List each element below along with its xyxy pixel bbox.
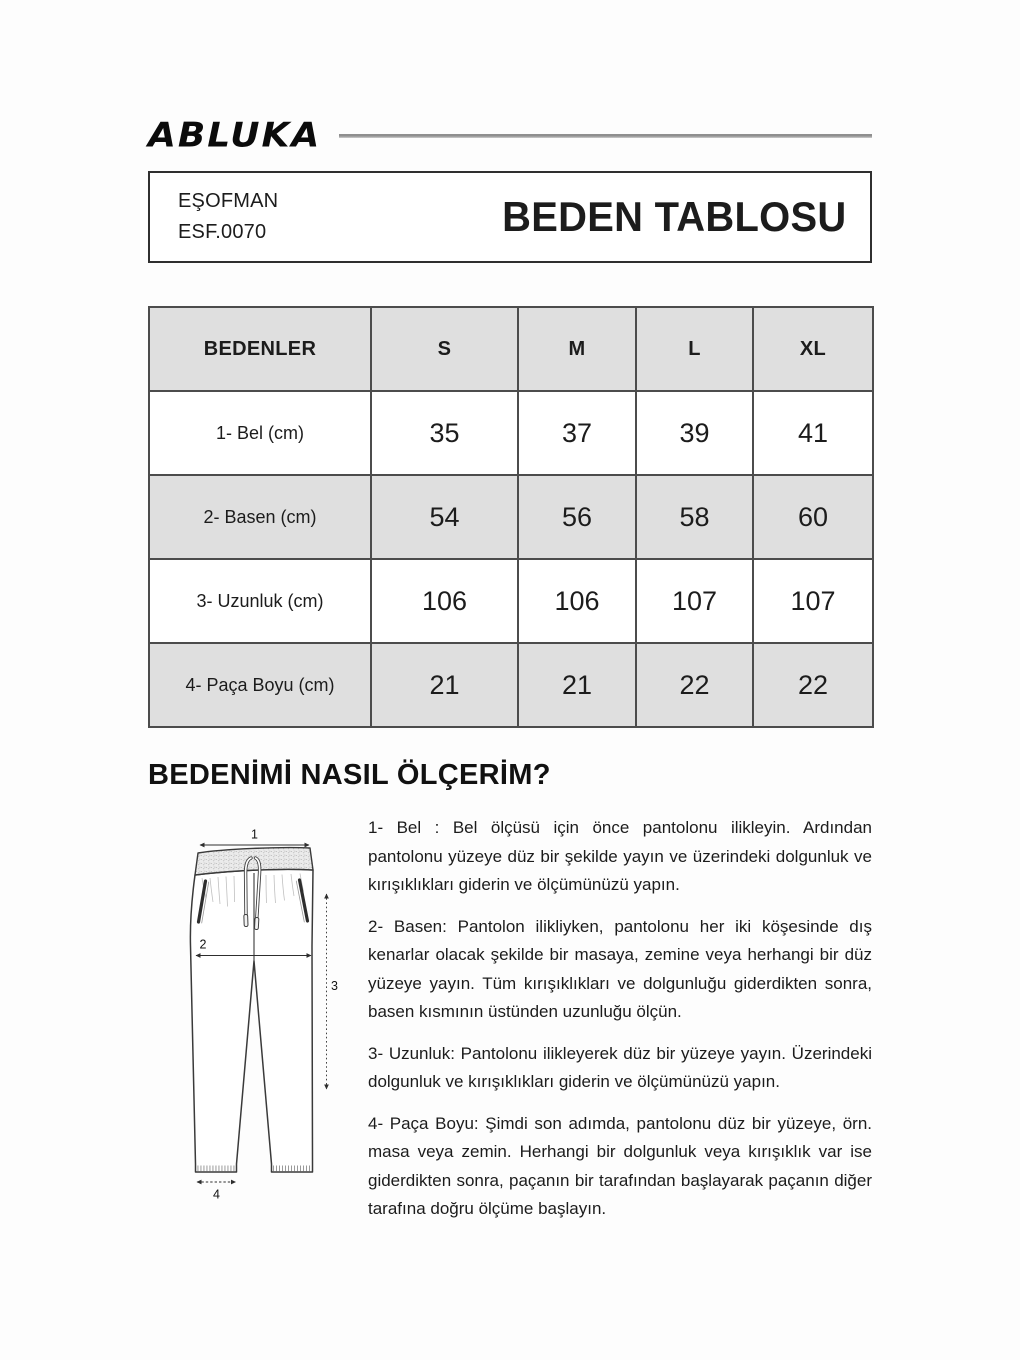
table-row (149, 391, 873, 475)
size-cell: 56 (518, 475, 636, 559)
product-code: ESF.0070 (178, 221, 267, 243)
size-cell: 58 (636, 475, 753, 559)
size-col-header: M (518, 307, 636, 391)
size-table (148, 306, 874, 728)
size-cell: 39 (636, 391, 753, 475)
pants-diagram-wrap (148, 814, 360, 1237)
pants-diagram (160, 818, 360, 1210)
size-cell: 54 (371, 475, 518, 559)
how-to-instructions (368, 814, 872, 1237)
size-col-header: BEDENLER (149, 307, 371, 391)
size-cell: 37 (518, 391, 636, 475)
size-row-label: 4- Paça Boyu (cm) (149, 643, 371, 727)
size-cell: 107 (753, 559, 873, 643)
brand-logo: ABLUKA (148, 116, 322, 155)
header-box (148, 171, 872, 263)
size-chart-page (148, 118, 872, 1237)
size-row-label: 1- Bel (cm) (149, 391, 371, 475)
table-row (149, 643, 873, 727)
left-aglet (244, 914, 248, 926)
size-col-header: L (636, 307, 753, 391)
instruction-paragraph-hem: 4- Paça Boyu: Şimdi son adımda, pantolonu düz bir yüzeye, örn. masa veya zemin. Herhangi bir dolgunluk veya kırışıklık var ise giderdikten sonra, paçanın bir tarafından başlayarak paçanın diğer tarafına doğru ölçüme başlayın. (368, 1113, 872, 1218)
brand-row (148, 118, 872, 154)
table-row (149, 559, 873, 643)
size-cell: 60 (753, 475, 873, 559)
size-cell: 41 (753, 391, 873, 475)
diagram-label-hip: 2 (199, 937, 207, 952)
size-table-header-row (149, 307, 873, 391)
header-divider-line (339, 134, 872, 138)
size-col-header: S (371, 307, 518, 391)
size-cell: 35 (371, 391, 518, 475)
instruction-paragraph-hip: 2- Basen: Pantolon ilikliyken, pantolonu her iki köşesinde dış kenarlar olacak şekilde bir masaya, zemine veya herhangi bir düz yüzeye yayın. Tüm kırışıklıkları ve dolgunluğu giderdikten sonra, basen kısmının üstünden uzunluğu ölçün. (368, 916, 872, 1021)
how-to-heading: BEDENİMİ NASIL ÖLÇERİM? (148, 759, 551, 791)
diagram-label-hem: 4 (213, 1187, 220, 1202)
size-cell: 21 (371, 643, 518, 727)
size-col-header: XL (753, 307, 873, 391)
right-aglet (254, 917, 258, 929)
pants-body-outline (190, 869, 313, 1172)
diagram-label-waist: 1 (251, 827, 258, 842)
product-name: EŞOFMAN (178, 190, 279, 212)
table-row (149, 475, 873, 559)
product-info (178, 186, 278, 248)
page-title: BEDEN TABLOSU (501, 193, 846, 240)
size-row-label: 2- Basen (cm) (149, 475, 371, 559)
size-cell: 22 (753, 643, 873, 727)
size-row-label: 3- Uzunluk (cm) (149, 559, 371, 643)
size-cell: 22 (636, 643, 753, 727)
size-cell: 106 (518, 559, 636, 643)
instruction-paragraph-waist: 1- Bel : Bel ölçüsü için önce pantolonu ilikleyin. Ardından pantolonu yüzeye düz bir şekilde yayın ve üzerindeki dolgunluk ve kırışıklıkları giderin ve ölçümünüzü yapın. (368, 818, 872, 894)
instruction-paragraph-length: 3- Uzunluk: Pantolonu ilikleyerek düz bir yüzeye yayın. Üzerindeki dolgunluk ve kırışıklıkları giderin ve ölçümünüzü yapın. (368, 1043, 872, 1091)
diagram-label-length: 3 (331, 979, 338, 993)
how-to-section (148, 814, 872, 1237)
size-cell: 107 (636, 559, 753, 643)
size-cell: 21 (518, 643, 636, 727)
size-cell: 106 (371, 559, 518, 643)
